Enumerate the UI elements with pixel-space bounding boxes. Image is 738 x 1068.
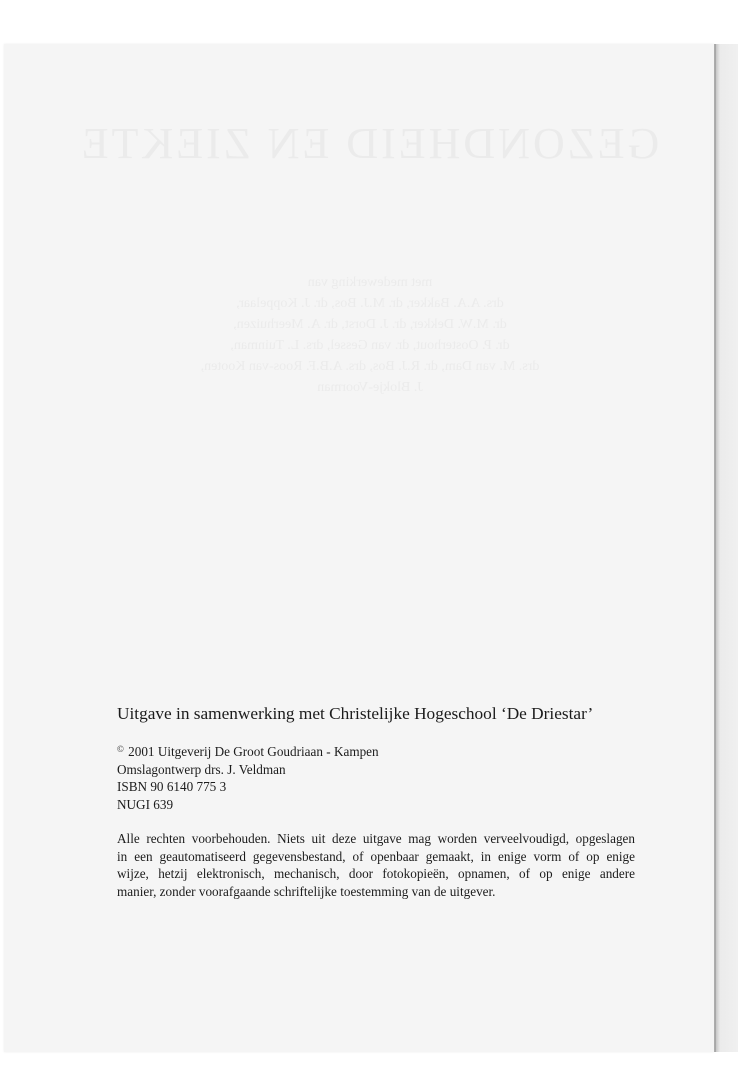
imprint-heading: Uitgave in samenwerking met Christelijke Hogeschool ‘De Driestar’ (117, 704, 594, 723)
page-edge-line (714, 44, 716, 1052)
rights-line: wijze, hetzij elektronisch, mechanisch, door fotokopieën, opnamen, of op enige andere (117, 866, 635, 881)
rights-line: manier, zonder voorafgaande schriftelijke toestemming van de uitgever. (117, 883, 496, 899)
rights-line: in een geautomatiseerd gegevensbestand, of openbaar gemaakt, in enige vorm of op enige (117, 848, 635, 864)
publication-details (117, 741, 637, 813)
bleed-through-contributors: met medewerking van drs. A.A. Bakker, dr. M.J. Bos, dr. J. Koppelaar, dr. M.W. Dekker, dr. J. Dorst, dr. A. Meerhuizen, dr. P. Oosterhout, dr. van Gessel, drs. L. Tuinman, drs. M. van Dam, dr. R.J. Bos, drs. A.B.F. Roos-van Kooten, J. Blokje-Voorman (200, 275, 540, 395)
page-spine-shadow (714, 44, 738, 1052)
bleed-through-title: GEZONDHEID EN ZIEKTE (78, 119, 660, 168)
rights-notice (117, 830, 635, 900)
copyright-symbol: © (117, 744, 124, 754)
cover-design-line: Omslagontwerp drs. J. Veldman (117, 761, 286, 777)
copyright-text: 2001 Uitgeverij De Groot Goudriaan - Kampen (128, 744, 379, 759)
book-page (4, 44, 714, 1052)
isbn-line: ISBN 90 6140 775 3 (117, 779, 227, 794)
rights-line: Alle rechten voorbehouden. Niets uit deze uitgave mag worden verveelvoudigd, opgeslagen (117, 831, 635, 846)
colophon (117, 703, 637, 900)
nugi-line: NUGI 639 (117, 796, 174, 812)
copyright-line (117, 741, 637, 761)
